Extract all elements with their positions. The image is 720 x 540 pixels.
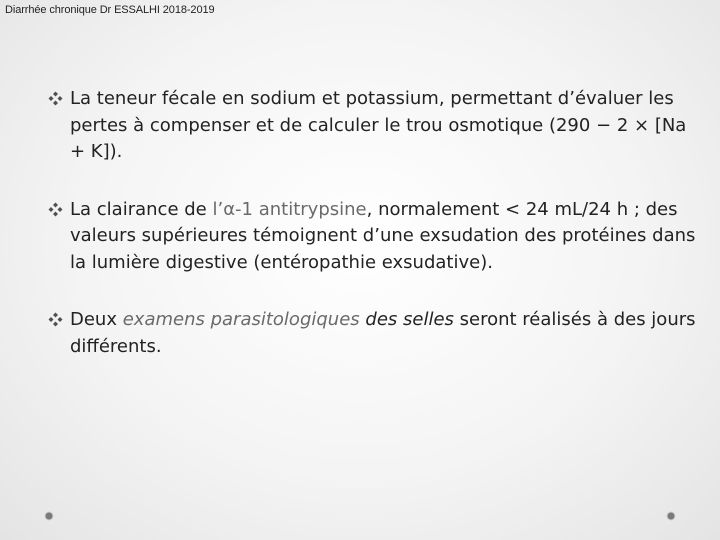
bullet-text bbox=[70, 309, 696, 357]
slide-header: Diarrhée chronique Dr ESSALHI 2018-2019 bbox=[5, 4, 215, 16]
bullet-item bbox=[48, 86, 698, 166]
bullet-item bbox=[48, 197, 698, 277]
bullet-text-italic-gray: examens parasitologiques bbox=[122, 309, 360, 330]
bullet-text bbox=[70, 199, 695, 273]
bullet-list bbox=[48, 86, 698, 391]
diamond-bullet-icon bbox=[48, 202, 63, 217]
bullet-text-after: seront réalisés à des jours différents. bbox=[70, 309, 696, 357]
diamond-bullet-icon bbox=[48, 312, 63, 327]
bullet-text-after: , normalement < 24 mL/24 h ; des valeurs supérieures témoignent d’une exsudation des protéines dans la lumière digestive (entéropathie exsudative). bbox=[70, 198, 696, 273]
bullet-text-highlight: l’α-1 antitrypsine bbox=[212, 198, 367, 220]
bullet-text-before: La clairance de bbox=[70, 198, 213, 220]
circle-dot-icon bbox=[44, 511, 54, 521]
bullet-text-italic: des selles bbox=[365, 309, 454, 330]
diamond-bullet-icon bbox=[48, 91, 63, 106]
circle-dot-icon bbox=[666, 511, 676, 521]
bullet-item bbox=[48, 307, 698, 360]
bullet-text-before: Deux bbox=[70, 309, 123, 330]
bullet-text: La teneur fécale en sodium et potassium, permettant d’évaluer les pertes à compenser et de calculer le trou osmotique (290 − 2 × [Na + K]). bbox=[70, 88, 687, 162]
